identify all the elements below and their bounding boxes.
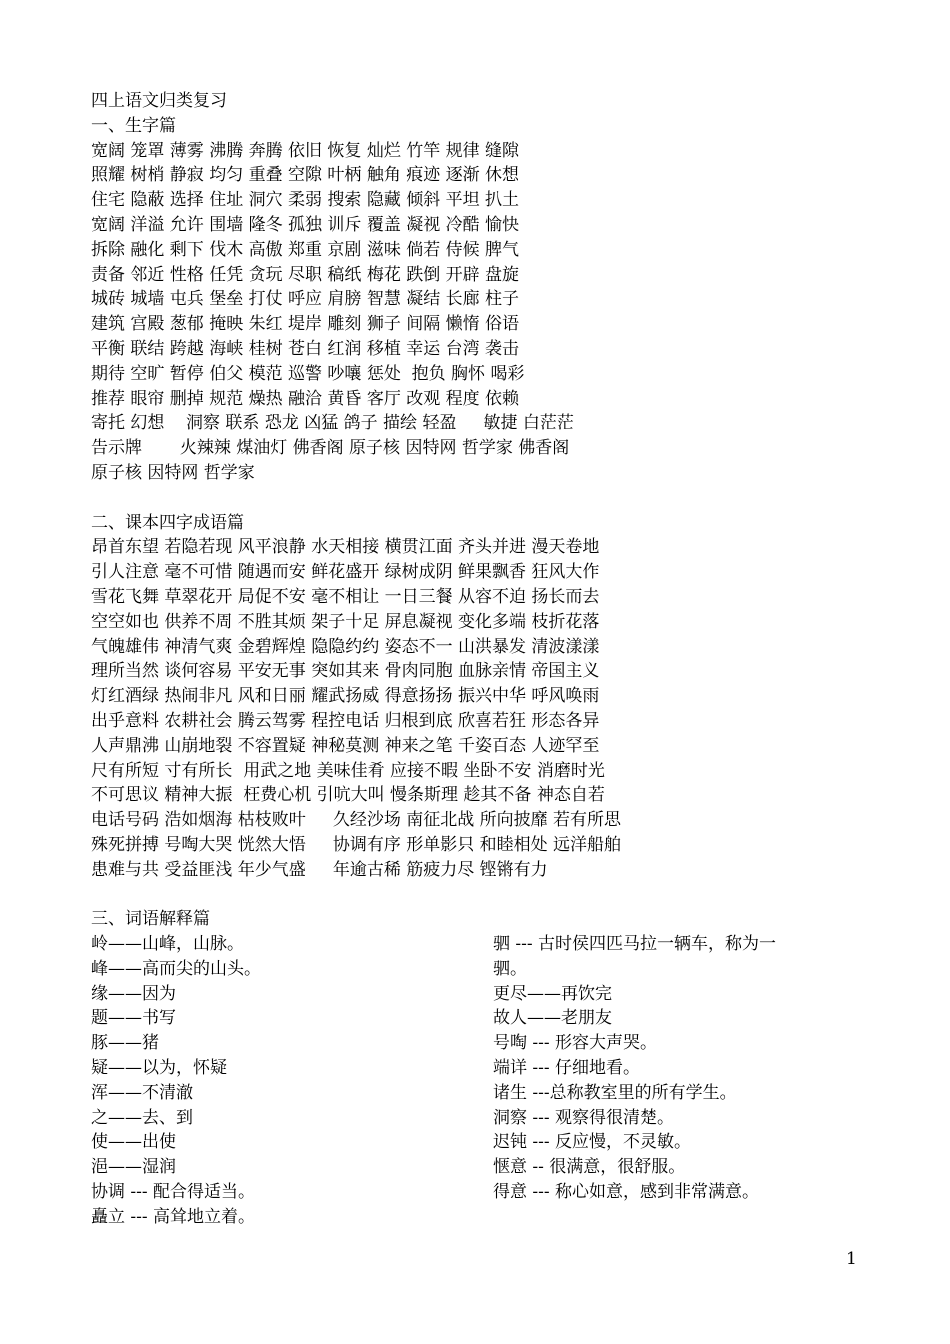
text-line: 雪花飞舞 草翠花开 局促不安 毫不相让 一日三餐 从容不迫 扬长而去 [91,586,600,607]
definition-item: 驷。 [493,958,527,979]
definition-item: 洞察 --- 观察得很清楚。 [493,1107,675,1128]
text-line: 期待 空旷 暂停 伯父 模范 巡警 吵嚷 惩处 抱负 胸怀 喝彩 [91,363,525,384]
text-line: 宽阔 洋溢 允许 围墙 隆冬 孤独 训斥 覆盖 凝视 冷酷 愉快 [91,214,520,235]
definition-item: 岭——山峰，山脉。 [91,934,244,955]
definitions-right-column [493,932,861,1205]
definition-item: 故人——老朋友 [493,1008,612,1029]
definition-item: 得意 --- 称心如意，感到非常满意。 [493,1182,760,1203]
section-heading-definitions: 三、词语解释篇 [91,909,210,930]
document-title: 四上语文归类复习 [91,91,227,111]
text-line: 尺有所短 寸有所长 用武之地 美味佳肴 应接不暇 坐卧不安 消磨时光 [91,760,605,781]
text-line: 平衡 联结 跨越 海峡 桂树 苍白 红润 移植 幸运 台湾 袭击 [91,338,520,359]
definition-item: 疑——以为，怀疑 [91,1058,227,1079]
definition-item: 使——出使 [91,1132,176,1153]
definition-item: 之——去、到 [91,1107,193,1128]
page-number: 1 [846,1249,857,1269]
text-line: 推荐 眼帘 删掉 规范 燥热 融洽 黄昏 客厅 改观 程度 依赖 [91,388,520,409]
text-line: 拆除 融化 剩下 伐木 高傲 郑重 京剧 滋味 倘若 侍候 脾气 [91,239,520,260]
text-line: 照耀 树梢 静寂 均匀 重叠 空隙 叶柄 触角 痕迹 逐渐 休想 [91,165,520,186]
idioms-list [91,535,861,882]
blank-line [91,883,861,908]
text-line: 建筑 宫殿 葱郁 掩映 朱红 堤岸 雕刻 狮子 间隔 懒惰 俗语 [91,314,520,335]
definitions-left-column [91,932,481,1230]
text-line: 人声鼎沸 山崩地裂 不容置疑 神秘莫测 神来之笔 千姿百态 人迹罕至 [91,735,600,756]
definition-item: 更尽——再饮完 [493,983,612,1004]
text-line: 出乎意料 农耕社会 腾云驾雾 程控电话 归根到底 欣喜若狂 形态各异 [91,710,600,731]
text-line: 住宅 隐蔽 选择 住址 洞穴 柔弱 搜索 隐藏 倾斜 平坦 扒土 [91,190,520,211]
characters-word-list [91,139,861,486]
text-line: 引人注意 毫不可惜 随遇而安 鲜花盛开 绿树成阴 鲜果飘香 狂风大作 [91,562,600,583]
section-heading-characters: 一、生字篇 [91,115,176,136]
definition-item: 峰——高而尖的山头。 [91,958,261,979]
definition-item: 号啕 --- 形容大声哭。 [493,1033,658,1054]
definition-item: 迟钝 --- 反应慢，不灵敏。 [493,1132,692,1153]
text-line: 告示牌 火辣辣 煤油灯 佛香阁 原子核 因特网 哲学家 佛香阁 [91,438,570,459]
text-line: 昂首东望 若隐若现 风平浪静 水天相接 横贯江面 齐头并进 漫天卷地 [91,537,600,558]
document-content [91,89,861,1227]
text-line: 理所当然 谈何容易 平安无事 突如其来 骨肉同胞 血脉亲情 帝国主义 [91,661,600,682]
blank-line [91,486,861,511]
definition-item: 浑——不清澈 [91,1082,193,1103]
text-line: 宽阔 笼罩 薄雾 沸腾 奔腾 依旧 恢复 灿烂 竹竿 规律 缝隙 [91,140,520,161]
definition-item: 豚——猪 [91,1033,159,1054]
text-line: 气魄雄伟 神清气爽 金碧辉煌 隐隐约约 姿态不一 山洪暴发 清波漾漾 [91,636,600,657]
text-line: 电话号码 浩如烟海 枯枝败叶 久经沙场 南征北战 所向披靡 若有所思 [91,810,622,831]
definition-item: 题——书写 [91,1008,176,1029]
text-line: 患难与共 受益匪浅 年少气盛 年逾古稀 筋疲力尽 铿锵有力 [91,859,548,880]
text-line: 不可思议 精神大振 枉费心机 引吭大叫 慢条斯理 趁其不备 神态自若 [91,785,605,806]
definition-item: 缘——因为 [91,983,176,1004]
text-line: 寄托 幻想 洞察 联系 恐龙 凶猛 鸽子 描绘 轻盈 敏捷 白茫茫 [91,413,574,434]
definition-item: 浥——湿润 [91,1157,176,1178]
definition-item: 驷 --- 古时侯四匹马拉一辆车，称为一 [493,934,777,955]
definition-item: 协调 --- 配合得适当。 [91,1182,256,1203]
definition-item: 端详 --- 仔细地看。 [493,1058,641,1079]
text-line: 责备 邻近 性格 任凭 贪玩 尽职 稿纸 梅花 跌倒 开辟 盘旋 [91,264,520,285]
text-line: 原子核 因特网 哲学家 [91,462,255,483]
text-line: 灯红酒绿 热闹非凡 风和日丽 耀武扬威 得意扬扬 振兴中华 呼风唤雨 [91,686,600,707]
section-heading-idioms: 二、课本四字成语篇 [91,512,244,533]
definition-item: 诸生 ---总称教室里的所有学生。 [493,1082,737,1103]
text-line: 城砖 城墙 屯兵 堡垒 打仗 呼应 肩膀 智慧 凝结 长廊 柱子 [91,289,520,310]
definition-item: 矗立 --- 高耸地立着。 [91,1206,256,1227]
definition-item: 惬意 -- 很满意，很舒服。 [493,1157,686,1178]
text-line: 空空如也 供养不周 不胜其烦 架子十足 屏息凝视 变化多端 枝折花落 [91,611,600,632]
text-line: 殊死拼搏 号啕大哭 恍然大悟 协调有序 形单影只 和睦相处 远洋船舶 [91,834,622,855]
